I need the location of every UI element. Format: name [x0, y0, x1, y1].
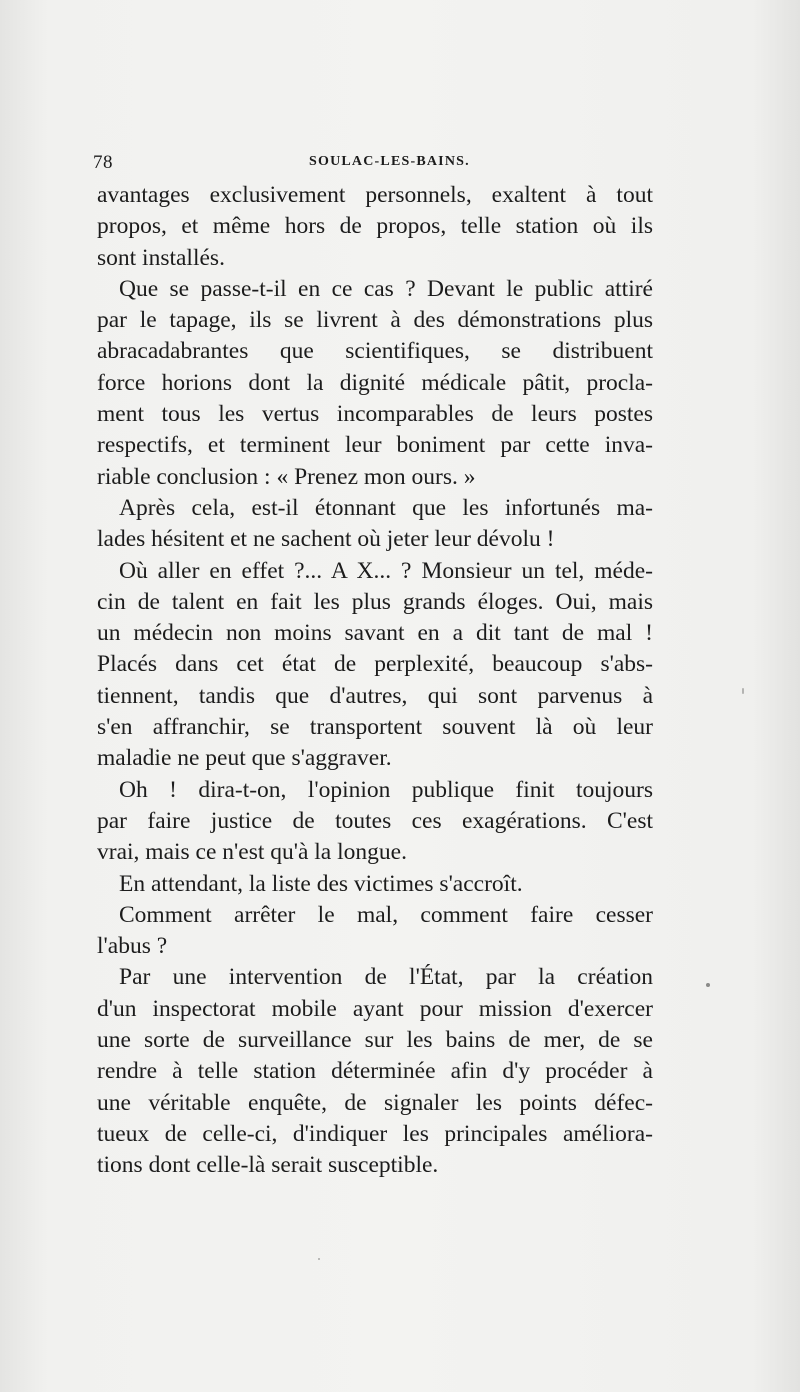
- text-line: maladie ne peut que s'aggraver.: [97, 745, 392, 772]
- text-line: rendre à telle station déterminée afin d'y procéder à: [97, 1058, 653, 1085]
- text-line: une sorte de surveillance sur les bains de mer, de se: [97, 1027, 653, 1054]
- text-line: tiennent, tandis que d'autres, qui sont parvenus à: [97, 682, 653, 709]
- text-line: Par une intervention de l'État, par la création: [119, 964, 653, 991]
- text-line: Après cela, est-il étonnant que les infortunés ma-: [119, 494, 653, 521]
- text-line: l'abus ?: [97, 933, 168, 960]
- text-line: sont installés.: [97, 244, 225, 271]
- body-text: [97, 180, 653, 1182]
- text-line: par le tapage, ils se livrent à des démonstrations plus: [97, 307, 653, 334]
- text-line: avantages exclusivement personnels, exaltent à tout: [97, 182, 653, 208]
- text-line: Que se passe-t-il en ce cas ? Devant le public attiré: [119, 275, 653, 302]
- text-line: lades hésitent et ne sachent où jeter leur dévolu !: [97, 526, 555, 553]
- paper-speck: [742, 688, 744, 694]
- paper-speck: [706, 983, 710, 987]
- text-line: tions dont celle-là serait susceptible.: [97, 1152, 439, 1179]
- text-line: d'un inspectorat mobile ayant pour mission d'exercer: [97, 995, 653, 1022]
- text-line: riable conclusion : « Prenez mon ours. »: [97, 463, 476, 490]
- text-line: En attendant, la liste des victimes s'accroît.: [119, 870, 523, 897]
- text-line: abracadabrantes que scientifiques, se distribuent: [97, 338, 653, 365]
- text-line: Où aller en effet ?... A X... ? Monsieur un tel, méde-: [119, 557, 653, 584]
- text-line: propos, et même hors de propos, telle station où ils: [97, 213, 653, 240]
- text-line: vrai, mais ce n'est qu'à la longue.: [97, 839, 407, 866]
- text-line: Placés dans cet état de perplexité, beaucoup s'abs-: [97, 651, 653, 678]
- text-line: force horions dont la dignité médicale pâtit, procla-: [97, 369, 653, 396]
- text-line: Comment arrêter le mal, comment faire cesser: [119, 901, 653, 928]
- text-line: Oh ! dira-t-on, l'opinion publique finit toujours: [119, 776, 653, 803]
- page-number: 78: [93, 152, 113, 173]
- text-line: cin de talent en fait les plus grands éloges. Oui, mais: [97, 588, 653, 615]
- text-line: un médecin non moins savant en a dit tant de mal !: [97, 620, 653, 647]
- text-line: ment tous les vertus incomparables de leurs postes: [97, 401, 653, 428]
- running-title: SOULAC-LES-BAINS.: [309, 154, 470, 169]
- text-line: s'en affranchir, se transportent souvent là où leur: [97, 714, 653, 741]
- text-line: tueux de celle-ci, d'indiquer les principales améliora-: [97, 1120, 653, 1147]
- text-line: une véritable enquête, de signaler les points défec-: [97, 1089, 653, 1116]
- text-line: par faire justice de toutes ces exagérations. C'est: [97, 807, 653, 834]
- paper-speck: [318, 1258, 320, 1260]
- running-head: [93, 152, 653, 174]
- text-line: respectifs, et terminent leur boniment par cette inva-: [97, 432, 653, 459]
